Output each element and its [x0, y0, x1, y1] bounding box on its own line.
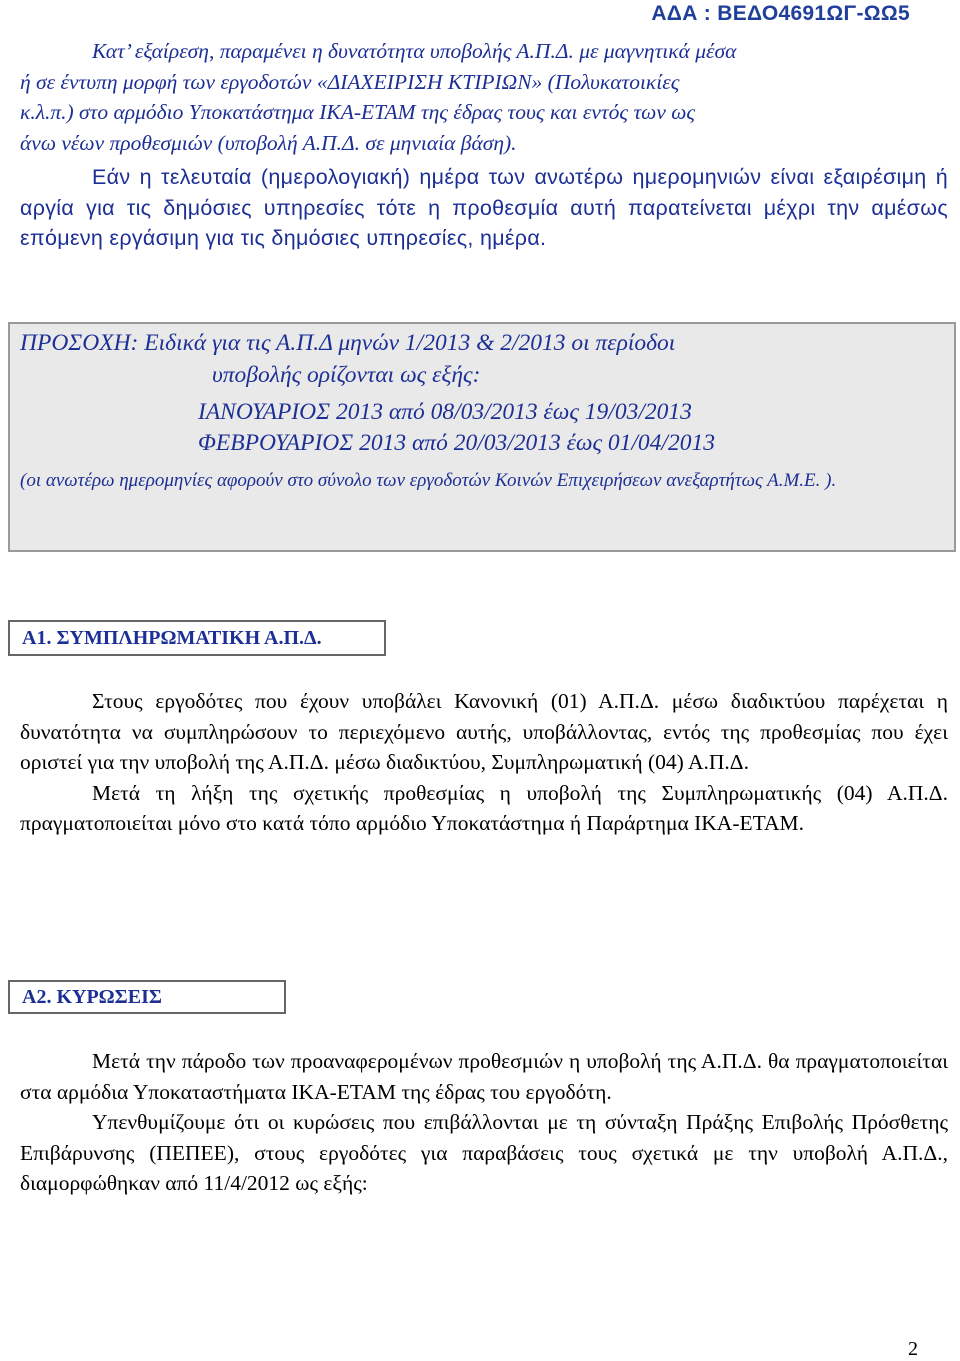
section-a1-heading: Α1. ΣΥΜΠΛΗΡΩΜΑΤΙΚΗ Α.Π.Δ.: [8, 620, 386, 656]
section-a2-heading: Α2. ΚΥΡΩΣΕΙΣ: [8, 980, 286, 1014]
section-a1-paragraph-2: Μετά τη λήξη της σχετικής προθεσμίας η υποβολή της Συμπληρωματικής (04) Α.Π.Δ. πραγματοποιείται μόνο στο κατά τόπο αρμόδιο Υποκατάστημα ή Παράρτημα ΙΚΑ-ΕΤΑΜ.: [20, 780, 948, 835]
section-a2-paragraph-2: Υπενθυμίζουμε ότι οι κυρώσεις που επιβάλλονται με τη σύνταξη Πράξης Επιβολής Πρόσθετης Επιβάρυνσης (ΠΕΠΕΕ), στους εργοδότες για παραβάσεις τους σχετικά με την υποβολή Α.Π.Δ., διαμορφώθηκαν από 11/4/2012 ως εξής:: [20, 1110, 948, 1195]
intro-line-4: άνω νέων προθεσμιών (υποβολή Α.Π.Δ. σε μηνιαία βάση).: [20, 130, 517, 155]
holiday-rule-text: Εάν η τελευταία (ημερολογιακή) ημέρα των ανωτέρω ημερομηνιών είναι εξαιρέσιμη ή αργία για τις δημόσιες υπηρεσίες τότε η προθεσμία αυτή παρατείνεται μέχρι την αμέσως επόμενη εργάσιμη για τις δημόσιες υπηρεσίες, ημέρα.: [20, 165, 948, 250]
section-a2-body: [20, 1046, 948, 1199]
page-number: 2: [908, 1338, 918, 1360]
january-period: ΙΑΝΟΥΑΡΙΟΣ 2013 από 08/03/2013 έως 19/03/2013: [198, 399, 692, 425]
intro-line-3: κ.λ.π.) στο αρμόδιο Υποκατάστημα ΙΚΑ-ΕΤΑΜ της έδρας τους και εντός των ως: [20, 100, 696, 124]
intro-line-1: Κατ’ εξαίρεση, παραμένει η δυνατότητα υποβολής Α.Π.Δ. με μαγνητικά μέσα: [92, 39, 737, 63]
attention-box: [8, 322, 956, 552]
intro-plain-paragraph: [20, 162, 948, 254]
section-a1-body: [20, 686, 948, 839]
section-a2-paragraph-1: Μετά την πάροδο των προαναφερομένων προθεσμιών η υποβολή της Α.Π.Δ. θα πραγματοποιείται στα αρμόδια Υποκαταστήματα ΙΚΑ-ΕΤΑΜ της έδρας του εργοδότη.: [20, 1049, 948, 1104]
attention-note: (οι ανωτέρω ημερομηνίες αφορούν στο σύνολο των εργοδοτών Κοινών Επιχειρήσεων ανεξαρτήτως Α.Μ.Ε. ).: [20, 470, 837, 491]
ada-code: ΑΔΑ : ΒΕΔΟ4691ΩΓ-ΩΩ5: [651, 2, 910, 25]
attention-line-1: ΠΡΟΣΟΧΗ: Ειδικά για τις Α.Π.Δ μηνών 1/2013 & 2/2013 οι περίοδοι: [20, 330, 676, 356]
intro-italic-paragraph: [20, 36, 948, 158]
intro-line-2: ή σε έντυπη μορφή των εργοδοτών «ΔΙΑΧΕΙΡΙΣΗ ΚΤΙΡΙΩΝ» (Πολυκατοικίες: [20, 69, 680, 94]
section-a1-paragraph-1: Στους εργοδότες που έχουν υποβάλει Κανονική (01) Α.Π.Δ. μέσω διαδικτύου παρέχεται η δυνατότητα να συμπληρώσουν το περιεχόμενο αυτής, υποβάλλοντας, εντός της προθεσμίας που έχει οριστεί για την υποβολή της Α.Π.Δ. μέσω διαδικτύου, Συμπληρωματική (04) Α.Π.Δ.: [20, 689, 948, 774]
february-period: ΦΕΒΡΟΥΑΡΙΟΣ 2013 από 20/03/2013 έως 01/04/2013: [198, 430, 715, 456]
attention-line-2: υποβολής ορίζονται ως εξής:: [212, 362, 481, 388]
